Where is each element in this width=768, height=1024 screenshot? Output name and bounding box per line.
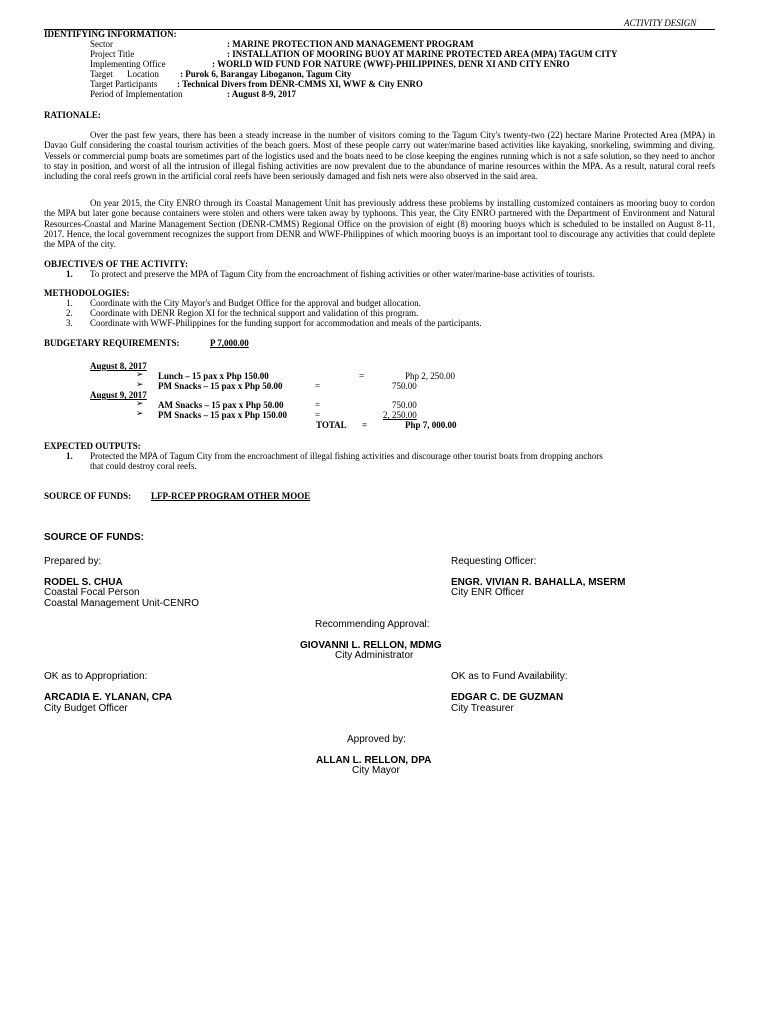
budget-item-amount: 750.00 [392,400,417,410]
identifying-heading: IDENTIFYING INFORMATION: [44,29,177,39]
expected-outputs-heading: EXPECTED OUTPUTS: [44,441,141,451]
budget-item-amount: 2, 250.00 [383,410,417,420]
recommending-approval-label: Recommending Approval: [315,619,430,630]
budget-total-value: Php 7, 000.00 [405,420,457,430]
rationale-paragraph-2-text: On year 2015, the City ENRO through its Coastal Management Unit has previously address these problems by installing customized containers as mooring buoy to cordon the MPA but later gone because containers were stolen and others were taken away by typhoons. This year, the City ENRO partnered with the Department of Environment and Natural Resources-Coastal and Marine Management Section (DENR-CMMS) Regional Office on the provision of eight (8) mooring buoys which is scheduled to be installed on August 8-11, 2017. Hence, the local government recognizes the support from DENR and WWF-Philippines of which mooring buoys is an important tool to discourage any activities that could deplete the MPA of the city. [44,198,715,250]
budget-item-desc: AM Snacks – 15 pax x Php 50.00 [158,400,284,410]
arrow-bullet-icon: ➢ [136,399,144,409]
recommending-name: GIOVANNI L. RELLON, MDMG [300,640,442,651]
requesting-officer-label: Requesting Officer: [451,556,537,567]
recommending-title: City Administrator [335,650,414,661]
ok-appropriation-label: OK as to Appropriation: [44,671,148,682]
requesting-officer-title: City ENR Officer [451,587,525,598]
budget-item-desc: PM Snacks – 15 pax x Php 150.00 [158,410,288,420]
arrow-bullet-icon: ➢ [136,380,144,390]
project-title-value: : INSTALLATION OF MOORING BUOY AT MARINE PROTECTED AREA (MPA) TAGUM CITY [227,49,618,59]
target-location-label: Target Location [90,69,159,79]
approved-by-label: Approved by: [347,734,406,745]
methodologies-heading: METHODOLOGIES: [44,288,130,298]
budget-item-amount: 750.00 [392,381,417,391]
methodology-text: Coordinate with the City Mayor's and Budget Office for the approval and budget allocation. [90,298,421,308]
target-participants-label: Target Participants [90,79,158,89]
budget-day-1: August 8, 2017 [90,361,147,371]
period-label: Period of Implementation [90,89,183,99]
budget-heading: BUDGETARY REQUIREMENTS: [44,338,180,348]
expected-output-text: Protected the MPA of Tagum City from the encroachment of illegal fishing activities and discourage other tourist boats from dropping anchors [90,451,603,461]
implementing-office-value: : WORLD WID FUND FOR NATURE (WWF)-PHILIPPINES, DENR XI AND CITY ENRO [212,59,570,69]
fund-availability-name: EDGAR C. DE GUZMAN [451,692,564,703]
fund-availability-title: City Treasurer [451,703,514,714]
period-value: : August 8-9, 2017 [227,89,297,99]
source-of-funds-label-2: SOURCE OF FUNDS: [44,532,144,543]
sector-value: : MARINE PROTECTION AND MANAGEMENT PROGRAM [227,39,474,49]
ok-fund-availability-label: OK as to Fund Availability: [451,671,568,682]
expected-output-text-continued: that could destroy coral reefs. [90,461,197,471]
rationale-paragraph-1-text: Over the past few years, there has been a steady increase in the number of visitors coming to the Tagum City's twenty-two (22) hectare Marine Protected Area (MPA) in Davao Gulf considering the coastal tourism activities of the beach goers. Most of these people carry out water/marine based activities like kayaking, snorkeling, swimming and diving. Vessels or commercial pump boats are sometimes part of the logistics used and the boats need to be close keeping the engines running which is not a safe solution, so they need to anchor to stay in position, and worst of all the intrusion of illegal fishing activities are now prevalent due to the abundance of marine resources within the MPA. As a result, natural coral reefs including the coral reefs grown in the artificial coral reefs have been seriously damaged and fish nets were also observed in the said area. [44,130,715,182]
methodology-number: 3. [66,318,73,328]
prepared-by-name: RODEL S. CHUA [44,577,123,588]
rationale-heading: RATIONALE: [44,110,101,120]
budget-item-equals: = [315,410,321,420]
budget-day-2: August 9, 2017 [90,390,147,400]
prepared-by-label: Prepared by: [44,556,102,567]
budget-total-amount: P 7,000.00 [210,338,249,348]
source-of-funds-label: SOURCE OF FUNDS: [44,491,132,501]
appropriation-title: City Budget Officer [44,703,128,714]
prepared-by-unit: Coastal Management Unit-CENRO [44,598,200,609]
budget-item-amount: Php 2, 250.00 [405,371,456,381]
rationale-paragraph-1 [44,130,715,181]
budget-item-equals: = [359,371,365,381]
methodology-number: 2. [66,308,73,318]
implementing-office-label: Implementing Office [90,59,166,69]
document-type-label: ACTIVITY DESIGN [624,18,697,28]
budget-item-desc: PM Snacks – 15 pax x Php 50.00 [158,381,283,391]
sector-label: Sector [90,39,113,49]
budget-total-label: TOTAL [316,420,347,430]
source-of-funds-value: LFP-RCEP PROGRAM OTHER MOOE [151,491,311,501]
budget-item-equals: = [315,400,321,410]
prepared-by-title: Coastal Focal Person [44,587,140,598]
target-location-value: : Purok 6, Barangay Liboganon, Tagum City [180,69,352,79]
target-participants-value: : Technical Divers from DENR-CMMS XI, WWF & City ENRO [177,79,423,89]
approved-by-name: ALLAN L. RELLON, DPA [316,755,432,766]
budget-item-equals: = [315,381,321,391]
objectives-heading: OBJECTIVE/S OF THE ACTIVITY: [44,259,188,269]
project-title-label: Project Title [90,49,135,59]
budget-total-equals: = [362,420,368,430]
appropriation-name: ARCADIA E. YLANAN, CPA [44,692,173,703]
requesting-officer-name: ENGR. VIVIAN R. BAHALLA, MSERM [451,577,626,588]
methodology-text: Coordinate with DENR Region XI for the technical support and validation of this program. [90,308,419,318]
approved-by-title: City Mayor [352,765,400,776]
budget-item-desc: Lunch – 15 pax x Php 150.00 [158,371,269,381]
rationale-paragraph-2 [44,198,715,249]
methodology-number: 1. [66,298,73,308]
expected-output-number: 1. [66,451,73,461]
objective-number: 1. [66,269,73,279]
arrow-bullet-icon: ➢ [136,370,144,380]
objective-text: To protect and preserve the MPA of Tagum City from the encroachment of fishing activities or other water/marine-base activities of tourists. [90,269,595,279]
arrow-bullet-icon: ➢ [136,409,144,419]
methodology-text: Coordinate with WWF-Philippines for the funding support for accommodation and meals of the participants. [90,318,482,328]
